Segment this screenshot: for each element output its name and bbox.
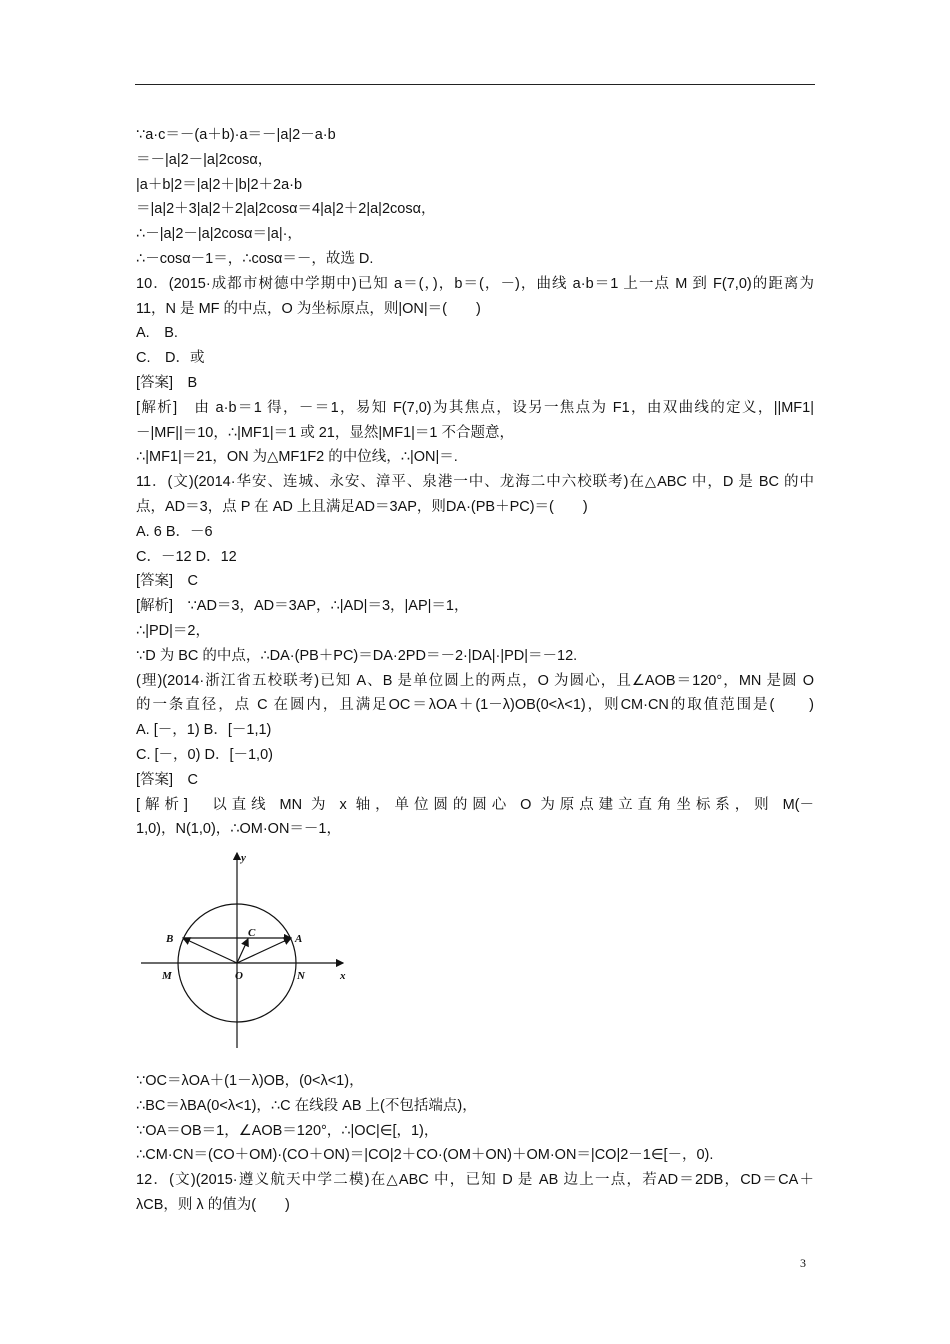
question-10-line: 10．(2015·成都市树德中学期中)已知 a＝(，)，b＝(，－)，曲线 a·b＝1 上一点 M 到 F(7,0)的距离为	[136, 275, 814, 292]
analysis-line: ∵D 为 BC 的中点，∴DA·(PB＋PC)＝DA·2PD＝－2·|DA|·|PD|＝－12.	[136, 647, 578, 664]
text-line: ∵a·c＝－(a＋b)·a＝－|a|2－a·b	[136, 127, 336, 143]
text-line: ∴－cosα－1＝，∴cosα＝－，故选 D.	[136, 250, 374, 267]
question-11-line: 点，AD＝3，点 P 在 AD 上且满足AD＝3AP，则DA·(PB＋PC)＝( )	[136, 498, 588, 515]
analysis-line: 1,0)，N(1,0)，∴OM·ON＝－1，	[136, 821, 341, 838]
solution-text-top	[136, 123, 814, 842]
label-o: O	[235, 970, 243, 982]
vector-oa	[237, 938, 291, 963]
text-line: ∵OA＝OB＝1，∠AOB＝120°，∴|OC|∈[，1)，	[136, 1122, 439, 1139]
analysis-line: －|MF||＝10，∴|MF1|＝1 或 21，显然|MF1|＝1 不合题意，	[136, 424, 514, 441]
analysis-line: [解析] ∵AD＝3，AD＝3AP，∴|AD|＝3，|AP|＝1，	[136, 598, 469, 615]
text-line: ∵OC＝λOA＋(1－λ)OB，(0<λ<1)，	[136, 1073, 364, 1089]
label-n: N	[297, 970, 305, 982]
option-line: C. D．或	[136, 350, 205, 367]
text-line: |a＋b|2＝|a|2＋|b|2＋2a·b	[136, 176, 303, 193]
text-line: ∴CM·CN＝(CO＋OM)·(CO＋ON)＝|CO|2＋CO·(OM＋ON)＋OM·ON＝|CO|2－1∈[－，0).	[136, 1147, 714, 1164]
text-line: ＝－|a|2－|a|2cosα，	[136, 151, 273, 168]
page-number: 3	[800, 1256, 806, 1270]
question-12-line: λCB，则 λ 的值为( )	[136, 1196, 290, 1213]
label-x: x	[340, 970, 346, 982]
unit-circle-figure	[138, 848, 353, 1053]
label-m: M	[162, 970, 172, 982]
label-y: y	[241, 852, 246, 864]
analysis-line: [解析] 以直线 MN 为 x 轴，单位圆的圆心 O 为原点建立直角坐标系，则 M(－	[136, 796, 814, 813]
option-line: A. 6 B．－6	[136, 523, 213, 540]
analysis-line: ∴|PD|＝2，	[136, 622, 210, 639]
header-rule	[135, 84, 815, 85]
label-b: B	[166, 933, 174, 945]
text-line: ∴BC＝λBA(0<λ<1)，∴C 在线段 AB 上(不包括端点)，	[136, 1097, 477, 1114]
question-11-li-line: (理)(2014·浙江省五校联考)已知 A、B 是单位圆上的两点，O 为圆心，且∠AOB＝120°，MN 是圆 O	[136, 672, 814, 689]
analysis-line: [解析] 由 a·b＝1 得，－＝1，易知 F(7,0)为其焦点，设另一焦点为 F1，由双曲线的定义，||MF1|	[136, 399, 814, 416]
answer-line: [答案] C	[136, 573, 199, 590]
analysis-line: ∴|MF1|＝21，ON 为△MF1F2 的中位线，∴|ON|＝.	[136, 449, 458, 466]
question-11-line: 11．(文)(2014·华安、连城、永安、漳平、泉港一中、龙海二中六校联考)在△ABC 中，D 是 BC 的中	[136, 474, 814, 491]
answer-line: [答案] C	[136, 771, 199, 788]
text-line: ∴－|a|2－|a|2cosα＝|a|·，	[136, 226, 302, 243]
label-c: C	[248, 927, 256, 939]
question-12-line: 12．(文)(2015·遵义航天中学二模)在△ABC 中，已知 D 是 AB 边上一点，若AD＝2DB，CD＝CA＋	[136, 1172, 814, 1189]
vector-ob	[183, 938, 237, 963]
option-line: C．－12 D．12	[136, 548, 237, 565]
vector-oc	[237, 939, 248, 963]
question-11-li-line: 的一条直径，点 C 在圆内，且满足OC＝λOA＋(1－λ)OB(0<λ<1)，则CM·CN的取值范围是( )	[136, 697, 814, 714]
option-line: A. [－，1) B．[－1,1)	[136, 722, 272, 739]
option-line: C. [－，0) D．[－1,0)	[136, 746, 273, 763]
text-line: ＝|a|2＋3|a|2＋2|a|2cosα＝4|a|2＋2|a|2cosα，	[136, 201, 436, 218]
answer-line: [答案] B	[136, 374, 198, 391]
label-a: A	[295, 933, 303, 945]
option-line: A. B.	[136, 325, 178, 342]
solution-text-bottom	[136, 1069, 814, 1218]
question-10-line: 11，N 是 MF 的中点，O 为坐标原点，则|ON|＝( )	[136, 300, 481, 317]
